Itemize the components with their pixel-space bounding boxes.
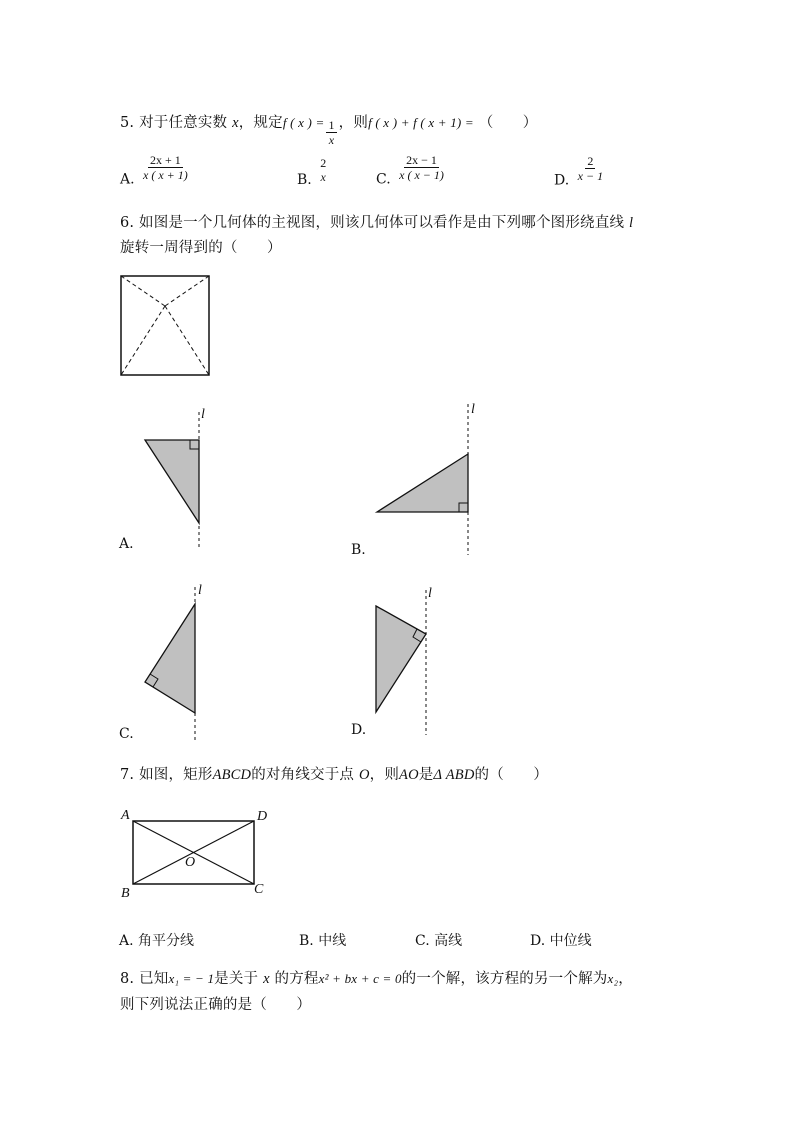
q8-text-d: 的一个解，该方程的另一个解为 <box>401 971 608 987</box>
q6-line1: 6. 如图是一个几何体的主视图，则该几何体可以看作是由下列哪个图形绕直线 <box>120 215 625 231</box>
q7-seg: AO <box>399 767 419 783</box>
q7-text-a: 如图，矩形 <box>139 767 213 783</box>
q5-def-num: 1 <box>328 118 335 132</box>
vertex-a-label: A <box>121 808 130 823</box>
q5-option-b-label: B. <box>297 172 312 188</box>
q5-def-lhs: f ( x ) = <box>282 115 325 130</box>
vertex-d-label: D <box>257 809 268 824</box>
q8-text-a: 已知 <box>139 971 169 987</box>
q7-option-b <box>299 930 346 950</box>
vertex-o-label: O <box>185 855 196 870</box>
q6-a-axis-label: l <box>201 407 205 422</box>
q7-text-e: 的（ ） <box>474 767 549 783</box>
q7-tri: Δ ABD <box>433 767 475 783</box>
q8-x1: x₁ = − 1 <box>168 971 215 986</box>
q5-option-b-den: x <box>320 170 326 184</box>
q7-number: 7. <box>120 767 135 783</box>
q6-stem-line2: 旋转一周得到的（ ） <box>120 240 282 256</box>
q7-option-a-label: A. <box>119 933 134 949</box>
q7-option-c-label: C. <box>415 933 430 949</box>
q5-expr: f ( x ) + f ( x + 1) = <box>368 115 474 130</box>
vertex-c-label: C <box>254 882 264 897</box>
q6-c-axis-label: l <box>198 583 202 598</box>
q8-text-e: ， <box>618 971 633 987</box>
q7-option-b-text: 中线 <box>318 933 347 949</box>
q6-option-a-label: A. <box>119 536 134 552</box>
q7-option-c <box>415 930 462 950</box>
q5-option-c-label: C. <box>376 171 391 188</box>
q7-option-d <box>530 930 592 950</box>
q6-option-b-label: B. <box>351 542 366 558</box>
q5-var-x: x <box>232 115 239 131</box>
q5-text-c: ，则 <box>338 115 369 131</box>
q7-option-d-text: 中位线 <box>549 933 592 949</box>
q5-option-c-den: x ( x − 1) <box>399 168 444 182</box>
q5-option-b-num: 2 <box>320 156 327 170</box>
q8-equation: x² + bx + c = 0 <box>318 971 402 986</box>
q5-option-d-den: x − 1 <box>577 169 604 183</box>
q8-text-c: 的方程 <box>274 971 319 987</box>
q6-axis-var: l <box>628 215 634 231</box>
q8-stem-line2: 则下列说法正确的是（ ） <box>120 997 312 1013</box>
vertex-b-label: B <box>121 886 130 901</box>
q6-option-d-label: D. <box>351 722 367 738</box>
q7-text-c: ，则 <box>369 767 400 783</box>
q7-text-d: 是 <box>418 767 434 783</box>
q5-text-b: ，规定 <box>238 115 283 131</box>
q7-rect: ABCD <box>212 767 252 783</box>
q7-option-d-label: D. <box>530 933 546 949</box>
q8-number: 8. <box>120 971 135 987</box>
q7-option-a-text: 角平分线 <box>138 933 195 949</box>
q6-d-axis-label: l <box>428 586 432 601</box>
q7-option-b-label: B. <box>299 933 314 949</box>
q8-x2: x₂ <box>607 971 619 986</box>
q5-paren: （ ） <box>478 115 538 131</box>
q5-text-a: 对于任意实数 <box>139 115 228 131</box>
q5-option-a-label: A. <box>120 171 135 188</box>
q7-option-a <box>119 930 194 950</box>
q6-option-c-label: C. <box>119 726 134 742</box>
q5-option-d-num: 2 <box>587 154 594 168</box>
q5-option-a-num: 2x + 1 <box>150 153 181 167</box>
q7-point: O <box>358 767 370 783</box>
q5-number: 5. <box>120 115 135 131</box>
q7-text-b: 的对角线交于点 <box>251 767 355 783</box>
q8-stem-line1 <box>120 967 633 988</box>
q5-option-a-den: x ( x + 1) <box>143 168 188 182</box>
q8-text-b: 是关于 <box>214 971 259 987</box>
q5-option-c-num: 2x − 1 <box>406 153 437 167</box>
q6-b-axis-label: l <box>471 402 475 417</box>
q8-var-x: x <box>263 971 270 987</box>
q5-def-den: x <box>328 133 335 147</box>
q7-option-c-text: 高线 <box>434 933 463 949</box>
q5-option-d-label: D. <box>554 172 570 189</box>
